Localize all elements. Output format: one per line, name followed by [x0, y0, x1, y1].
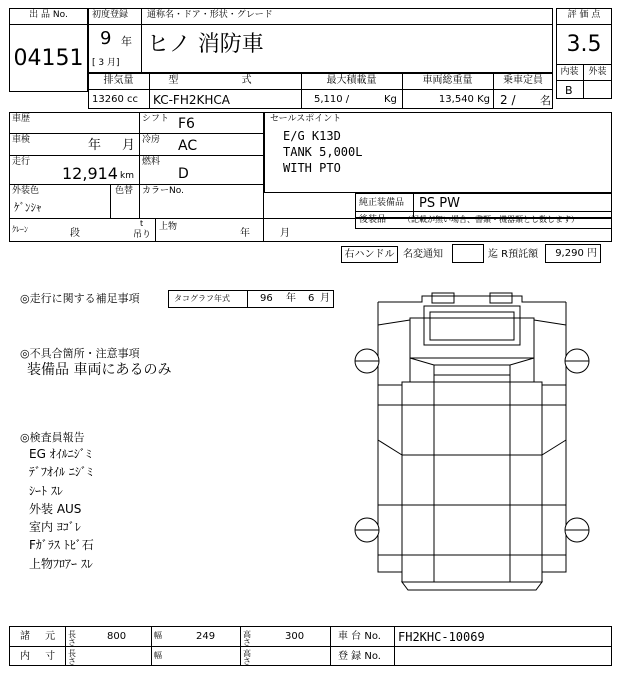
year-unit: 年 [121, 35, 132, 48]
equipment-label: 純正装備品 [359, 198, 405, 208]
max-load-value: 5,110 / [314, 94, 350, 105]
sales-point-label: セールスポイント [270, 114, 342, 124]
aftermarket-note: （記載が無い場合、書類・機器類とし数します） [403, 215, 579, 224]
inspector-label: ◎検査員報告 [20, 431, 85, 444]
inspector-line-6: Fｶﾞﾗｽ ﾄﾋﾞ石 [29, 538, 94, 552]
length-value: 800 [107, 631, 127, 642]
inspector-line-2: ﾃﾞﾌｵｲﾙ ﾆｼﾞﾐ [29, 465, 93, 479]
sales-point-line-2: TANK 5,000L [283, 145, 363, 159]
displacement-value: 13260 cc [92, 94, 138, 105]
ac-label: 冷房 [142, 135, 161, 145]
deck-year: 年 [240, 228, 250, 239]
lot-number: 04151 [13, 46, 84, 71]
ac-value: AC [178, 138, 198, 154]
crane-stage: 段 [70, 228, 80, 239]
fuel-label: 燃料 [142, 157, 161, 167]
shift-value: F6 [178, 116, 195, 132]
inspector-line-5: 室内 ﾖｺﾞﾚ [29, 520, 81, 534]
color-no-label: カラーNo. [142, 186, 184, 196]
length-label: 長さ [68, 630, 76, 647]
color-label: 外装色 [12, 186, 40, 196]
inspector-line-4: 外装 AUS [29, 502, 82, 516]
model-label: 型 式 [168, 75, 282, 86]
inspection-month: 月 [122, 138, 136, 153]
driving-notes-label: ◎走行に関する補足事項 [20, 292, 140, 305]
tacho-month-unit: 月 [320, 293, 330, 304]
gross-weight-value: 13,540 Kg [438, 94, 490, 105]
deck-month: 月 [280, 228, 290, 239]
inner-height-label: 高さ [243, 649, 251, 666]
tacho-label: タコグラフ年式 [174, 294, 230, 303]
name-label: 通称名・ドア・形状・グレード [147, 10, 273, 20]
color-value: ｹﾞﾝｼｬ [14, 201, 42, 214]
interior-label: 内装 [560, 67, 579, 77]
deck-label: 上物 [159, 222, 178, 232]
inner-width-label: 幅 [154, 651, 162, 660]
inner-length-label: 長さ [68, 649, 76, 666]
chassis-number: FH2KHC-10069 [398, 630, 485, 644]
equipment-value: PS PW [419, 196, 460, 211]
exterior-label: 外装 [588, 67, 607, 77]
displacement-label: 排気量 [103, 75, 134, 86]
chassis-label: 車 台 No. [338, 631, 381, 642]
inspector-line-1: EG ｵｲﾙﾆｼﾞﾐ [29, 447, 92, 461]
shift-label: シフト [142, 114, 170, 124]
mileage-unit: km [120, 171, 134, 181]
max-load-label: 最大積載量 [326, 75, 377, 86]
color-change-label: 色替 [115, 186, 134, 196]
inner-label: 内 寸 [20, 651, 62, 662]
fuel-value: D [178, 166, 189, 182]
inspection-year: 年 [88, 138, 102, 153]
sales-point-line-1: E/G K13D [283, 129, 341, 143]
mileage-value: 12,914 [62, 164, 118, 183]
tacho-year-unit: 年 [286, 293, 296, 304]
height-value: 300 [285, 631, 305, 642]
sales-point-line-3: WITH PTO [283, 161, 341, 175]
height-label: 高さ [243, 630, 251, 647]
crane-label: ｸﾚｰﾝ [12, 225, 28, 234]
crane-lift: 吊り [133, 230, 152, 240]
tacho-year: 96 [260, 293, 273, 304]
defects-text: 装備品 車両にあるのみ [27, 362, 172, 378]
first-reg-month: [ 3 月] [92, 58, 120, 68]
inspector-line-7: 上物ﾌﾛｱｰ ｽﾚ [29, 557, 93, 571]
inspection-label: 車検 [12, 135, 31, 145]
history-label: 車歴 [12, 114, 31, 124]
defects-label: ◎不具合箇所・注意事項 [20, 347, 140, 360]
right-hand-label: 右ハンドル [344, 249, 395, 260]
mileage-label: 走行 [12, 157, 31, 167]
score-label: 評 価 点 [567, 10, 601, 20]
capacity-label: 乗車定員 [503, 75, 543, 86]
capacity-unit: 名 [540, 94, 551, 107]
inspector-line-3: ｼｰﾄ ｽﾚ [29, 484, 63, 498]
width-label: 幅 [154, 631, 162, 640]
reg-label: 登 録 No. [338, 651, 381, 662]
aftermarket-label: 後装品 [359, 215, 387, 225]
tax-amount: 9,290 円 [555, 248, 597, 259]
first-reg-label: 初度登録 [92, 10, 129, 20]
name-change-label: 名変通知 [403, 249, 443, 260]
lot-label: 出 品 No. [29, 10, 68, 20]
score-value: 3.5 [566, 32, 602, 57]
gross-weight-label: 車両総重量 [422, 75, 473, 86]
first-reg-year: 9 [100, 28, 112, 49]
model-value: KC-FH2KHCA [153, 93, 230, 107]
dims-label: 諸 元 [20, 631, 62, 642]
width-value: 249 [196, 631, 216, 642]
vehicle-name: ヒノ 消防車 [147, 32, 264, 57]
crane-t: t [140, 219, 144, 228]
interior-grade: B [565, 84, 573, 97]
max-load-unit: Kg [384, 94, 397, 105]
tax-label: 迄 R預託額 [488, 249, 539, 260]
capacity-value: 2 / [500, 93, 516, 107]
tacho-month: 6 [308, 293, 315, 304]
